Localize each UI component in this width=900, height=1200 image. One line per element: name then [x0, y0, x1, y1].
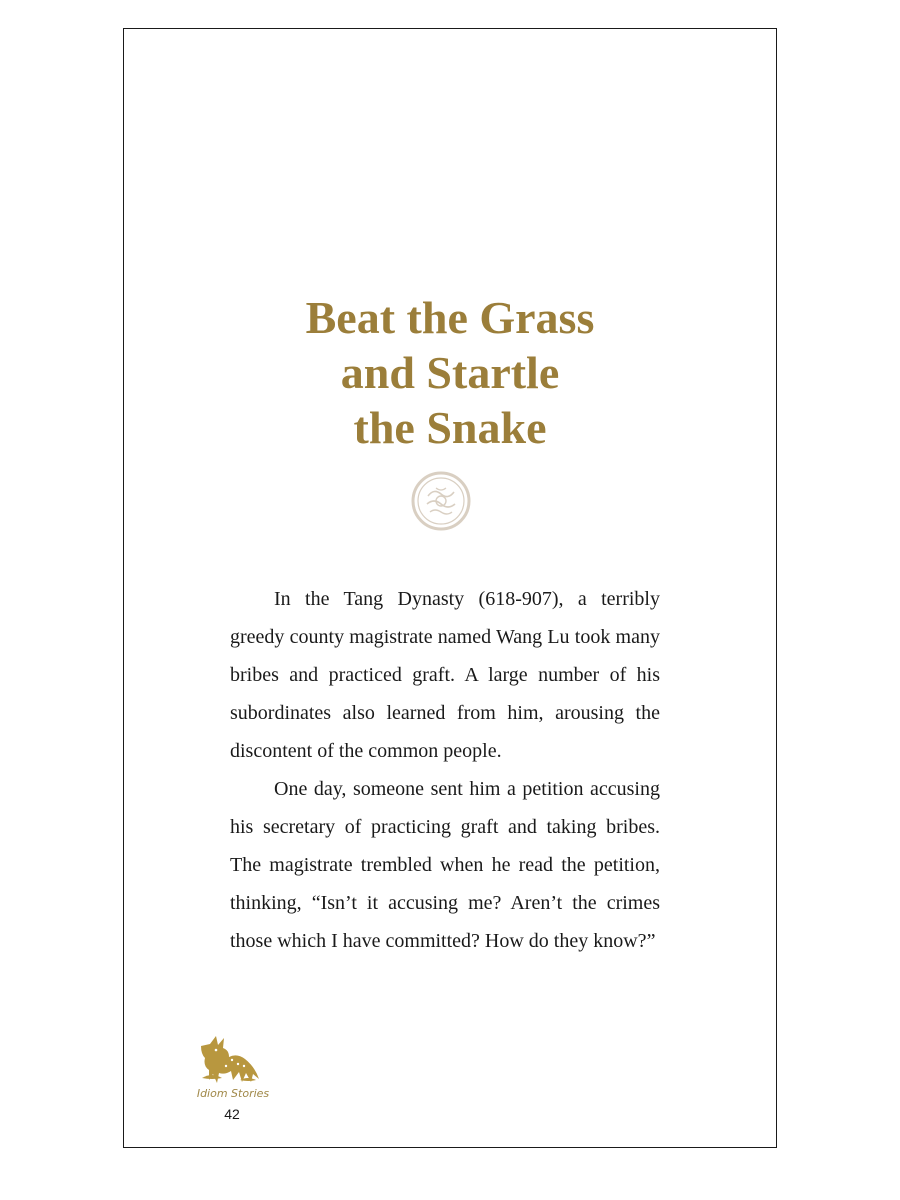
paragraph-2: One day, someone sent him a petition accusing his secretary of practicing graft and taking bribes. The magistrate trembled when he read the petition, thinking, “Isn’t it accusing me? Aren’t the crimes those which I have committed? How do they know?” [230, 778, 660, 952]
series-brand-label: Idiom Stories [196, 1087, 270, 1100]
story-text [230, 580, 660, 960]
dragon-logo-icon [196, 1034, 268, 1090]
circular-seal-ornament-icon [410, 470, 472, 532]
paragraph-1: In the Tang Dynasty (618-907), a terribly greedy county magistrate named Wang Lu took many bribes and practiced graft. A large number of his subordinates also learned from him, arousing the discontent of the common people. [230, 588, 660, 762]
title-line-1: Beat the Grass [305, 292, 595, 343]
title-line-2: and Startle [340, 347, 560, 398]
page-number: 42 [224, 1106, 240, 1122]
chapter-title [0, 290, 900, 455]
title-line-3: the Snake [353, 402, 547, 453]
